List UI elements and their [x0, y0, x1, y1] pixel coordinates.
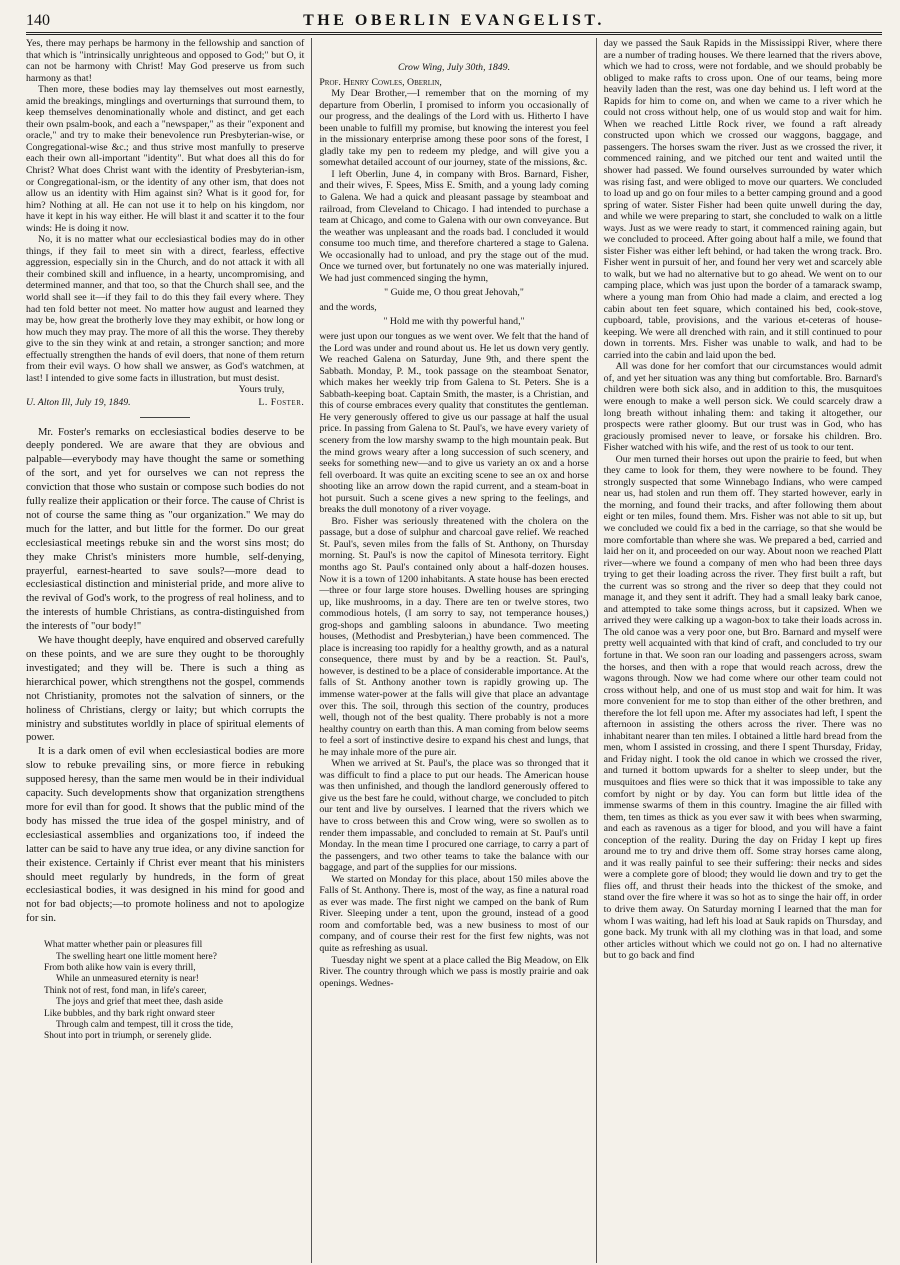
editorial-comment	[26, 426, 304, 927]
letter-recipient: Prof. Henry Cowles, Oberlin,	[319, 76, 442, 88]
letter-paragraph: Tuesday night we spent at a place called the Big Meadow, on Elk River. The country through which we pass is mostly prairie and oak openings. Wednes-	[319, 954, 589, 989]
letter-paragraph: day we passed the Sauk Rapids in the Mississippi River, where there are a number of trading houses. We there learned that the rivers above, which we had to cross, were not fordable, and we should probably be obliged to make rafts to cross upon. One of our teams, being more heavily laden than the rest, was one day behind us. I left word at the Rapids for him to come on, and when we came to a river which he could not cross without help, one of us would stop and wait for him. When we reached Little Rock river, we found a raft already constructed upon which we crossed our waggons, baggage, and passengers. The horses swam the river. Just as we crossed the river, it commenced raining, and we pitched our tent and waited until the shower had passed. We found ourselves surrounded by water which was rising fast, and were obliged to move our quarters. We concluded to load up and go on four miles to a better camping ground and a good spring of water. Sister Fisher had been quite unwell during the day, and while we were preparing to start, she concluded to walk on a little ways. Just as we were ready to start, it commenced raining again, but we concluded to proceed. After going about half a mile, we found that sister Fisher was either left behind, or had taken the wrong track. Bro. Fisher went in pursuit of her, and found her very wet and scarcely able to walk, but we had no alternative but to go ahead. We went on to our camping place, which was just upon the border of a tamarack swamp, where a young man from Ohio had made a claim, and erected a log cabin about ten feet square, which contained his bed, cook-stove, cupboard, table, provisions, and the various et-ceteras of house-keeping. We were all drenched with rain, and it still continued to pour down in torrents. Mrs. Fisher was unable to walk, and had to be carried into the cabin and laid upon the bed.	[603, 38, 882, 361]
poem-line: The joys and grief that meet thee, dash aside	[56, 997, 223, 1008]
poem-line: Think not of rest, fond man, in life's career,	[44, 985, 207, 996]
section-divider	[140, 417, 190, 418]
poem-line: The swelling heart one little moment here?	[56, 951, 217, 962]
letter-paragraph: My Dear Brother,—I remember that on the morning of my departure from Oberlin, I promised to inform you occasionally of our progress, and the dealings of the Lord with us. Hitherto I have been unable to fulfill my promise, but knowing the interest you feel in the missionary enterprise among these poor sons of the forest, I gladly take my pen to redeem my pledge, and will give you a somewhat detailed account of our journey, state of the missions, &c.	[319, 88, 589, 169]
letter-location-date: U. Alton Ill, July 19, 1849.	[26, 396, 131, 408]
editorial-paragraph: It is a dark omen of evil when ecclesiastical bodies are more slow to rebuke prevailing sins, or more fierce in rebuking supposed heresy, than the same men would be in their individual capacity. Such developments show that organization strengthens more for evil than for good. It shows that the public mind of the body has missed the true idea of the gospel ministry, and of ecclesiastical assemblies and organizations too, if indeed the latter can be said to have any true idea, or any divine sanction for their existence. Certainly if Christ ever meant that his ministers should meet regularly by hundreds, in the form of great ecclesiastical bodies, it was designed in his mind for good and not for bad objects;—to promote holiness and not to apologize for sin.	[26, 746, 305, 925]
poem-line: What matter whether pain or pleasures fill	[44, 940, 203, 951]
letter-continued	[26, 38, 304, 409]
letter-signoff: Yours truly,	[238, 384, 285, 396]
poem-line: While an unmeasured eternity is near!	[56, 974, 199, 985]
column-middle	[311, 38, 596, 1263]
letter-paragraph: Yes, there may perhaps be harmony in the fellowship and sanction of that which is "intrinsically unrighteous and opposed to God;" but O, it can not be harmony with Christ! May God preserve us from such harmony as that!	[26, 38, 305, 84]
poem-stanza	[26, 940, 304, 1043]
hymn-quote: " Guide me, O thou great Jehovah,"	[384, 287, 524, 299]
editorial-paragraph: We have thought deeply, have enquired and observed carefully on these points, and we are sure they ought to be thoroughly investigated; and they will be. There is such a thing as hierarchical power, which strengthens not the gospel, commends not Christianity, promotes not the salvation of sinners, or the holiness of Christians, clergy or laity; but which corrupts the ministry and substitutes worldly in place of spiritual elements of power.	[26, 635, 305, 744]
column-left	[26, 38, 311, 1263]
letter-paragraph: Bro. Fisher was seriously threatened with the cholera on the passage, but a dose of sulphur and charcoal gave relief. We reached St. Paul's, seven miles from the falls of St. Anthony, on Thursday morning. St. Paul's is now the capitol of Minesota territory. Eight months ago St. Paul's contained only about a half-dozen houses. Now it is a town of 1200 inhabitants. A state house has been erected—three or four large store houses. Dwelling houses are springing up, like mushrooms, in a day. There are ten or twelve stores, two commodious hotels, (I am sorry to say, not temperance houses,) grog-shops and gambling saloons in abundance. Two meeting houses, (Methodist and Presbyterian,) have been commenced. The place is increasing too rapidly for a healthy growth, and as a natural consequence, there must by and by be a reaction. St. Paul's, however, is destined to be a place of considerable importance. At the falls of St. Anthony another town is rapidly growing up. The immense water-power at the falls will give that place an advantage over this. The soil, through this section of the country, produces well, though not of the best quality. There probably is not a more healthy country on earth than this. A man coming from below seems to feel a sort of instinctive desire to expand his chest and lungs, that he may inhale more of the pure air.	[319, 515, 589, 758]
page-number: 140	[26, 12, 50, 29]
letter-paragraph: Then more, these bodies may lay themselves out most earnestly, amid the breakings, minglings and overturnings that surround them, to keep themselves denominationally whole and distinct, and get each their own psalm-book, and each a "newspaper," as their "exponent and oracle," and try to make their benevolence run Presbyterian-wise, or Congregational-wise &c.; and thus strive most manfully to preserve each their own all-important "identity". But what does all this do for Christ? What does Christ want with the identity of Presbyterian-ism, or Congregational-ism, or the identity of any other ism, that does not allow us an identity with Him against sin? What is it good for, for him? Nothing at all. He can not use it to help on his kingdom, nor have it kept in his way either. He will blast it and scatter it to the four winds: He is doing it now.	[26, 84, 305, 234]
poem-line: Shout into port in triumph, or serenely glide.	[44, 1031, 212, 1042]
letter-dateline: Crow Wing, July 30th, 1849.	[397, 62, 511, 73]
page-header	[26, 10, 882, 32]
poem-line: Like bubbles, and thy bark right onward steer	[44, 1008, 215, 1019]
letter-paragraph: Our men turned their horses out upon the prairie to feed, but when they came to look for them, they were nowhere to be found. They strongly suspected that some Winnebago Indians, who were camped near us, had stolen and run them off. They started however, early in the morning, and found their tracks, and after following them about eight or ten miles, found them. Mrs. Fisher was not able to sit up, but we concluded we could fix a bed in the carriage, so that she would be more comfortable than where she was. We prepared a bed, carried and laid her on it, and proceeded on our way. About noon we reached Platt river—where we found a company of men who had been three days trying to get their loading across the river. They first built a raft, but the current was so strong and the river so deep that they could not manage it, and they sent it adrift. They had a small leaky bark canoe, and attempted to take some things across, but it capsized. When we arrived they were calking up a wagon-box to take their loads across in. The old canoe was a very poor one, but Bro. Barnard and myself were pretty well acquainted with that kind of craft, and concluded to try our fortune in that. We soon ran our loading and passengers across, swam the horses, and then with a rope that would reach across, drew the wagons through. Now we had come where our other team could not cross without help, and one of us must stop and wait for him. It was more convenient for me to stop than either of the other brethren, and therefore the lot fell upon me. After my associates had left, I spent the afternoon in assisting the others across the river. There was no inhabitant nearer than ten miles. I obtained a little hard bread from the men, whom I assisted in crossing, and there I spent Thursday, Friday, and Friday night. I took the old canoe in which we crossed the river, and turned it bottom upwards for a shelter to sleep under, but the musquitoes and flies were so thick that it was impossible to take any comfort by night or by day. You can form but little idea of the immense swarms of them in this country. Imagine the air filled with them, ten times as thick as you ever saw it with bees when swarming, and each as ravenous as a tiger for blood, and you will have a faint conception of the reality. During the day on Friday I kept up fires around me to try and drive them off. Some stray horses came along, and it was really painful to see their suffering: their necks and sides were a complete gore of blood; they would lie down and try to get the flies off, and thrust their heads into the thickest of the smoke, and stand over the fire where it was so hot as to singe the hair off, in order to drive them away. On Saturday morning I learned that the man for whom I was waiting, had left his load at Sauk rapids on Thursday, and gone back. My trunk with all my clothing was in that load, and some other articles without which we could not go on. I had no alternative but to go back and find	[603, 453, 882, 962]
letter-paragraph: were just upon our tongues as we went over. We felt that the hand of the Lord was under and round about us. He let us down very gently. We reached Galena on Saturday, June 9th, and there spent the Sabbath. Monday, P. M., took passage on the steamboat Senator, which makes her weekly trip from Galena to St. Peters. She is a Sabbath-keeping boat. Captain Smith, the master, is a Christian, and this of course embraces every quality that constitutes the gentleman. He very generously offered to give us our passage at half the usual price. In passing from Galena to St. Paul's, we have every variety of scenery from the low marshy swamp to the high mountain peak. But the mind grows weary after a long succession of such scenery, and seeks for something new—and to give us variety an ox and a horse fell overboard. It was quite an exciting scene to see an ox and horse shooting like an arrow down the rapid current, and a steam-boat in hot pursuit. Such a scene gives a new spring to the feelings, and breaks the dull monotony of a river voyage.	[319, 331, 589, 516]
letter-paragraph: When we arrived at St. Paul's, the place was so thronged that it was difficult to find a place to put our heads. The American house was then unfinished, and though the landlord generously offered to give us the best fare he could, without charge, we concluded to pitch our tent and live by ourselves. I learned that the rivers which we have to cross between this and Crow wing, were so swollen as to render them impassable, and concluded to remain at St. Paul's until Monday. In the mean time I procured one carriage, to carry a part of the passengers, and two other teams to take the balance with our baggage, and part of the supplies for our missions.	[319, 758, 589, 874]
columns	[26, 38, 882, 1263]
letter-paragraph: I left Oberlin, June 4, in company with Bros. Barnard, Fisher, and their wives, F. Spees, Miss E. Smith, and a young lady coming to Galena. We had a quick and pleasant passage by steamboat and railroad, from Cleveland to Chicago. I had intended to purchase a team at Chicago, and come to Galena with our own conveyance. But the weather was unpleasant and the roads bad. I concluded it would consume too much time, and therefore chartered a stage to Galena. We occasionally had to unload, and pry the stage out of the mud. Once we turned over, but fortunately no one was materially injured. We had just commenced singing the hymn,	[319, 168, 589, 284]
signature-line	[26, 397, 304, 409]
poem-line: Through calm and tempest, till it cross the tide,	[56, 1019, 234, 1030]
editorial-paragraph: Mr. Foster's remarks on ecclesiastical bodies deserve to be deeply pondered. We are aware that they are obvious and palpable—everybody may have thought the same or something of the sort, and yet for ourselves we can not repress the conviction that those who sustain or compose such bodies do not fully realize their application or their force. The cause of Christ is not of course the same thing as "our organization." We may do much for the latter, and but little for the former. Do our great ecclesiastical meetings rebuke sin and the worst sins most; do they make Christ's ministers more humble, self-denying, prayerful, earnest-hearted to save souls?—more dead to ecclesiastical distinction and ministerial pride, and more alive to the revival of God's work, to the progress of real holiness, and to the interests of humble Christians, as contra-distinguished from the interests of "our body!"	[26, 426, 305, 633]
letter-paragraph: No, it is no matter what our ecclesiastical bodies may do in other things, if they fail to meet sin with a direct, fearless, effective aggression, especially sin in the Church, and do not attack it with all their combined skill and influence, in a hearty, uncompromising, and determined manner, and that too, so that the Church shall see, and the world shall see it—if they fail to do this they fail every where. They had ten fold better not meet. No matter how august and learned they may be, how great the brotherly love they may exhibit, or how long or how much they may pray. The more of all this the worse. They thereby give to the sin they wink at and retain, a stronger sanction; and more effectually strengthen the hands of evil doers, that none of them return from their evil ways. O how shall we answer, as God's watchmen, at last! I intended to give some facts in illustration, but must desist.	[26, 234, 305, 384]
letter-paragraph: All was done for her comfort that our circumstances would admit of, and yet her situation was any thing but comfortable. Bro. Barnard's children were both sick also, and in addition to this, the musquitoes were enough to make a well person sick. We could scarcely draw a long breath without inhaling them: and taking it altogether, our prospects were rather gloomy. But our trust was in God, who has graciously promised never to leave, or forsake his children. Bro. Fisher watched with his wife, and the rest of us took to our tent.	[603, 361, 882, 454]
column-right	[597, 38, 882, 1263]
hymn-quote: " Hold me with thy powerful hand,"	[383, 316, 525, 328]
masthead-title: THE OBERLIN EVANGELIST.	[303, 12, 605, 29]
letter-text: and the words,	[319, 301, 377, 313]
letter-paragraph: We started on Monday for this place, about 150 miles above the Falls of St. Anthony. There is, most of the way, as fine a natural road as ever was made. The first night we camped on the bank of Rum River. Sleeping under a tent, upon the ground, instead of a good room and comfortable bed, was a new business to most of our company, and of course their rest for the first few nights, was not quite as refreshing as usual.	[319, 873, 589, 955]
header-rule	[26, 32, 882, 35]
letter-signature: L. Foster.	[258, 396, 305, 408]
poem-line: From both alike how vain is every thrill,	[44, 962, 196, 973]
